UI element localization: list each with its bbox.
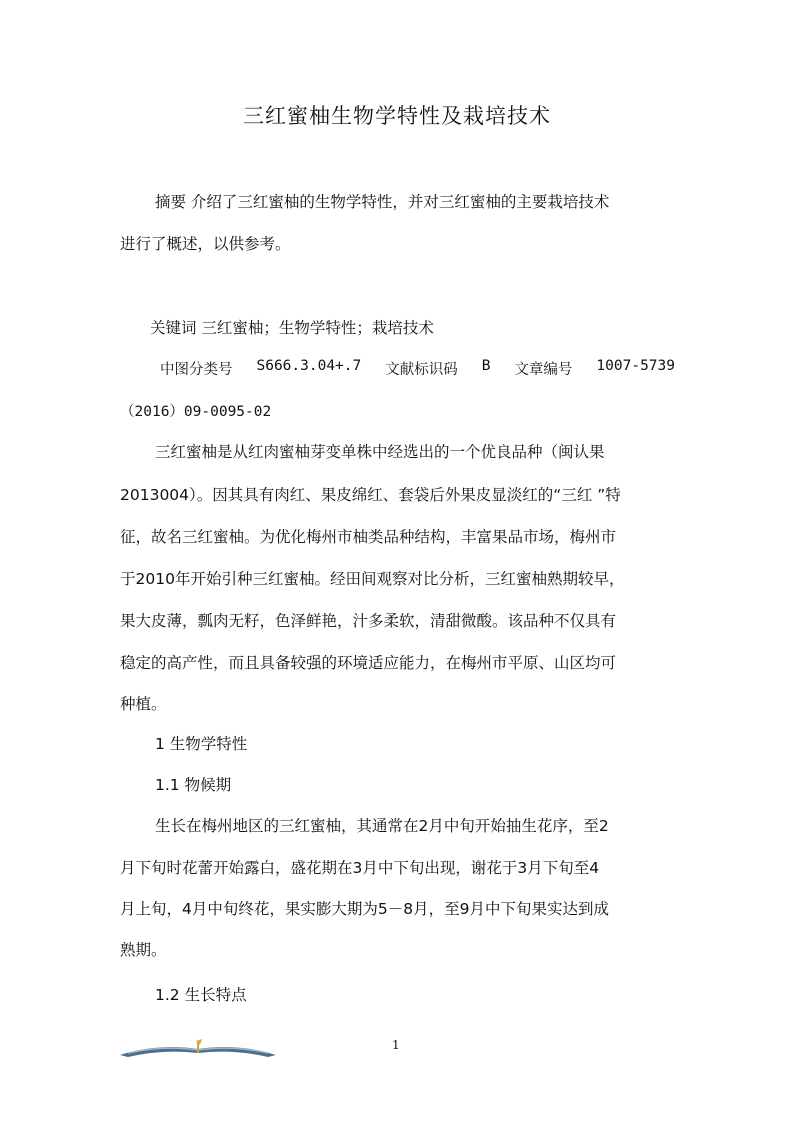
body-p1-line-2: 2013004）。因其具有肉红、果皮绵红、套袋后外果皮显淡红的“三红 ”特 [120,486,621,504]
article-no-label: 文章编号 [514,362,573,378]
body-p1-line-1: 三红蜜柚是从红肉蜜柚芽变单株中经选出的一个优良品种（闽认果 [155,443,605,461]
body-p2-line-4: 熟期。 [120,941,167,959]
issue-line: （2016）09-0095-02 [120,404,272,420]
abstract-line-1: 摘要 介绍了三红蜜柚的生物学特性，并对三红蜜柚的主要栽培技术 [155,193,610,211]
section-heading-1: 1 生物学特性 [155,735,248,753]
doc-code-label: 文献标识码 [385,362,458,378]
open-book-logo-icon [118,1035,278,1059]
body-p2-line-2: 月下旬时花蕾开始露白，盛花期在3月中下旬出现，谢花于3月下旬至4 [120,859,600,877]
article-no-value: 1007-5739 [596,358,675,374]
body-p1-line-6: 稳定的高产性，而且具备较强的环境适应能力，在梅州市平原、山区均可 [120,654,617,672]
doc-code-value: B [481,358,491,374]
subsection-heading-1-1: 1.1 物候期 [155,776,232,794]
keywords: 关键词 三红蜜柚；生物学特性；栽培技术 [150,319,434,337]
abstract-line-2: 进行了概述，以供参考。 [120,235,291,253]
body-p1-line-3: 征，故名三红蜜柚。为优化梅州市柚类品种结构，丰富果品市场，梅州市 [120,528,617,546]
page-title: 三红蜜柚生物学特性及栽培技术 [243,104,551,128]
clc-value: S666.3.04+.7 [256,358,362,374]
body-p1-line-7: 种植。 [120,695,167,713]
page-number: 1 [392,1038,400,1052]
classification-line [160,358,675,379]
body-p1-line-5: 果大皮薄，瓢肉无籽，色泽鲜艳，汁多柔软，清甜微酸。该品种不仅具有 [120,612,617,630]
clc-label: 中图分类号 [160,362,233,378]
body-p1-line-4: 于2010年开始引种三红蜜柚。经田间观察对比分析，三红蜜柚熟期较早， [120,570,625,588]
subsection-heading-1-2: 1.2 生长特点 [155,986,247,1004]
body-p2-line-3: 月上旬，4月中旬终花，果实膨大期为5－8月，至9月中下旬果实达到成 [120,900,609,918]
body-p2-line-1: 生长在梅州地区的三红蜜柚，其通常在2月中旬开始抽生花序，至2 [155,817,609,835]
